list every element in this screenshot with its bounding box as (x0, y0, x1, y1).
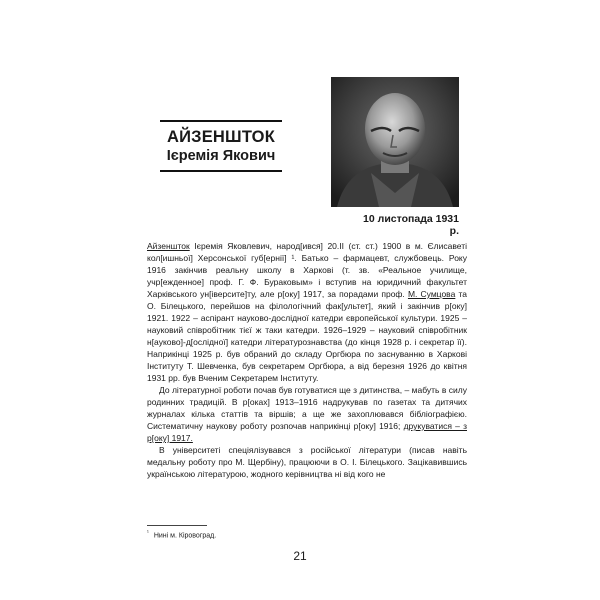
paragraph (147, 240, 467, 384)
footnote (147, 529, 467, 540)
page-number: 21 (293, 549, 307, 563)
text-run: До літературної роботи почав був готуватися ще з дитинства, – мабуть в силу родинних традицій. В р[оках] 1913–1916 надрукував по газетах та дитячих журналах кілька статтів та віршів; а ще же захоплювався бібліографією. Систематичну наукову роботу розпочав наприкінці р[оку] 1916; (147, 385, 467, 431)
paragraph (147, 384, 467, 444)
heading-rule-top (160, 120, 282, 122)
footnote-text: Нині м. Кіровоград. (153, 532, 217, 540)
underlined-text: друкуватися – з р[оку] 1917. (147, 421, 467, 443)
text-run: та О. Білецького, перейшов на філологічний фак[ультет], який і закінчив р[оку] 1921. 1922 – аспірант науково-дослідної катедри європейської культури. 1925 – науковий співробітник тієї ж таки катедри. 1926–1929 – науковий співробітник н[ауково]-д[ослідної] катедри літературознавства (до кінця 1928 р. і секретар її). Наприкінці 1925 р. був обраний до складу Оргбюра по заснуванню в Харкові Інституту Т. Шевченка, був секретарем Оргбюра, а від березня 1926 до квітня 1931 рр. був Вченим Секретарем Інституту. (147, 289, 468, 383)
entry-surname: АЙЗЕНШТОК (167, 128, 275, 146)
text-run: В університеті спеціялізувався з російської літератури (писав навіть медальну роботу про М. Щербіну), працюючи в О. І. Білецького. Зацікавившись українською літературою, жодного керівництва ні від кого не (147, 445, 467, 479)
footnote-divider (147, 525, 207, 526)
heading-rule-bottom (160, 170, 282, 172)
text-run: Ієремія Яковлевич, народ[ився] 20.ІІ (ст. ст.) 1900 в м. Єлисаветі кол[ишньої] Херсонської губ[ернії] ¹. Батько – фармацевт, службовець. Року 1916 закінчив реальну школу в Харкові (т. зв. «Реальное училище, учр[ежденное] проф. Г. Ф. Бураковым» і вступив на юридичний факультет Харківського ун[іверсите]ту, але р[оку] 1917, за порадами проф. (147, 241, 467, 299)
underlined-text: М. Сумцова (407, 289, 456, 299)
portrait-photo (331, 77, 459, 207)
entry-date: 10 листопада 1931 р. (363, 213, 459, 237)
underlined-text: Айзеншток (147, 241, 190, 251)
entry-heading (160, 120, 282, 172)
paragraph (147, 444, 467, 480)
entry-given-names: Ієремія Якович (166, 148, 276, 164)
footnote-mark: ¹ (147, 530, 149, 536)
body-text (147, 240, 467, 480)
portrait-photo-icon (331, 77, 459, 207)
